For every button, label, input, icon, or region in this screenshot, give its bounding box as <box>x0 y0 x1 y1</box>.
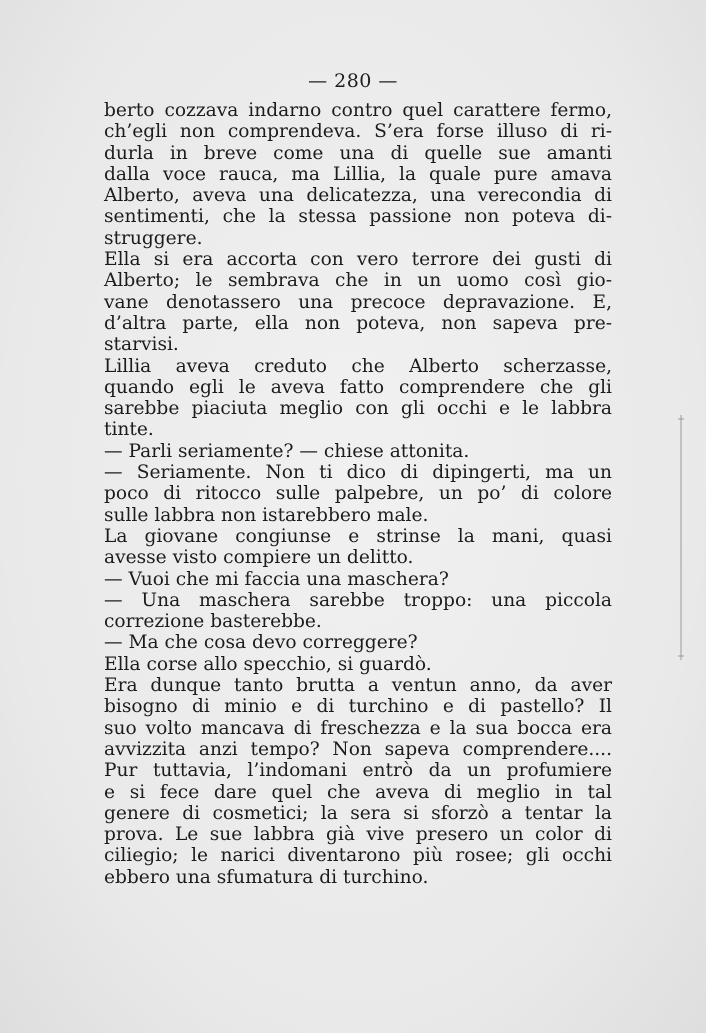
text-line: genere di cosmetici; la sera si sforzò a tentar la <box>104 802 612 824</box>
body-text <box>104 100 612 888</box>
text-line: sentimenti, che la stessa passione non poteva di- <box>104 206 612 228</box>
text-line: prova. Le sue labbra già vive presero un color di <box>104 824 612 846</box>
text-line: sarebbe piaciuta meglio con gli occhi e le labbra <box>104 398 612 420</box>
text-line: starvisi. <box>104 334 179 356</box>
text-line: — Ma che cosa devo correggere? <box>104 632 418 654</box>
text-line: avesse visto compiere un delitto. <box>104 547 414 569</box>
text-line: struggere. <box>104 227 203 249</box>
text-line: La giovane congiunse e strinse la mani, quasi <box>104 525 612 547</box>
text-line: — Seriamente. Non ti dico di dipingerti, ma un <box>104 462 612 484</box>
text-line: Ella si era accorta con vero terrore dei gusti di <box>104 249 612 271</box>
text-line: — Parli seriamente? — chiese attonita. <box>104 440 470 462</box>
text-line: dalla voce rauca, ma Lillia, la quale pure amava <box>104 163 612 185</box>
text-line: vane denotassero una precoce depravazione. E, <box>104 291 612 313</box>
page-number: — 280 — <box>308 70 398 92</box>
text-line: poco di ritocco sulle palpebre, un po’ di colore <box>104 483 612 505</box>
text-line: Lillia aveva creduto che Alberto scherzasse, <box>104 355 612 377</box>
text-line: avvizzita anzi tempo? Non sapeva comprendere.... <box>104 738 612 760</box>
text-line: ciliegio; le narici diventarono più rosee; gli occhi <box>104 845 612 867</box>
text-line: Alberto; le sembrava che in un uomo così gio- <box>104 270 612 292</box>
text-line: durla in breve come una di quelle sue amanti <box>104 142 612 164</box>
text-line: correzione basterebbe. <box>104 611 322 633</box>
text-line: Ella corse allo specchio, si guardò. <box>104 653 432 675</box>
text-line: — Una maschera sarebbe troppo: una piccola <box>104 589 612 611</box>
text-line: tinte. <box>104 419 154 441</box>
text-line: ch’egli non comprendeva. S’era forse illuso di ri- <box>104 121 612 143</box>
text-line: Pur tuttavia, l’indomani entrò da un profumiere <box>104 760 612 782</box>
text-line: d’altra parte, ella non poteva, non sapeva pre- <box>104 312 612 334</box>
text-line: berto cozzava indarno contro quel carattere fermo, <box>104 100 612 121</box>
text-line: ebbero una sfumatura di turchino. <box>104 866 429 888</box>
text-line: bisogno di minio e di turchino e di pastello? Il <box>104 696 612 718</box>
text-line: — Vuoi che mi faccia una maschera? <box>104 568 449 590</box>
text-line: suo volto mancava di freschezza e la sua bocca era <box>104 717 612 739</box>
text-line: e si fece dare quel che aveva di meglio in tal <box>104 781 612 803</box>
text-line: Era dunque tanto brutta a ventun anno, da aver <box>104 675 612 697</box>
text-line: Alberto, aveva una delicatezza, una verecondia di <box>104 185 612 207</box>
page-edge-mark <box>678 415 684 660</box>
text-line: sulle labbra non istarebbero male. <box>104 504 429 526</box>
text-line: quando egli le aveva fatto comprendere che gli <box>104 376 612 398</box>
